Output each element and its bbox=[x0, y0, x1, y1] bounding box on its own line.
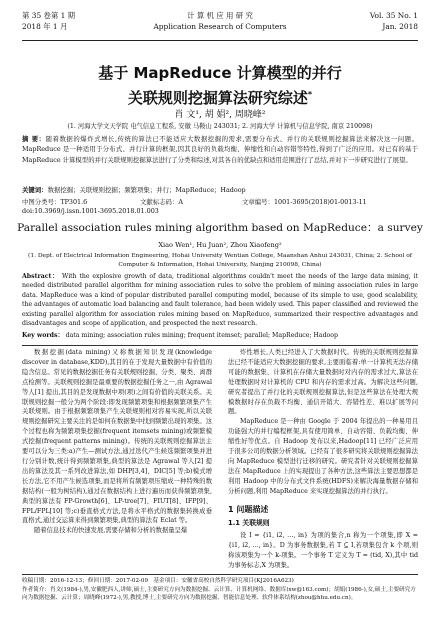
header-date-en: Jan. 2018 bbox=[382, 22, 418, 31]
subsection-heading: 1.1 关联规则 bbox=[228, 518, 270, 527]
body-paragraph: MapReduce 是一种由 Google 于 2004 年提出的一种易用且功能强大的并行编程框架,具有使用简单、自动容错、负载均衡、伸缩性好等优点。自 Hadoop 发布以来,Hadoop[11] 已经广泛应用于很多公司的数据分析领域。已经有了很多研究将关联规则挖掘算法向 MapReduce 模型进行迁移的研究。研究者针对关联规则挖掘算法在 MapReduce 上的实现提出了各种方法,这些算法主要思想都是利用 Hadoop 中的分布式文件系统(HDFS)来解决海量数据存储和分析问题,利用 MapReduce 来实现挖掘算法的并行执行。 bbox=[228, 418, 418, 495]
keywords-en-label: Key words： bbox=[22, 332, 64, 339]
keywords-en bbox=[22, 331, 418, 340]
title-zh bbox=[0, 62, 440, 109]
footnote-bio: 作者简介：肖文(1984-),男,安徽肥西人,讲师,硕士,主要研究方向为数据挖掘、云计算、计算机网络、数据库(xw@163.com)；胡娟(1986-),女,硕士,主要研究方向为数据挖掘、云计算；周晓峰(1972-),男,教授,博士,主要研究方向为数据挖掘、智能信息处理、软件体系结构(zhou@hhu.edu.cn)。 bbox=[22, 586, 416, 602]
doi: doi:10.3969/j.issn.1001-3695.2018.01.003 bbox=[22, 207, 159, 215]
keywords-en-text: data mining; association rules mining; frequent itemset; parallel; MapReduce; Hadoop bbox=[65, 332, 338, 339]
section-heading: 1 问题描述 bbox=[228, 504, 269, 514]
abstract-zh bbox=[22, 134, 418, 165]
keywords-zh-text: 数据挖掘；关联规则挖掘；频繁项集；并行；MapReduce；Hadoop bbox=[47, 186, 246, 194]
abstract-en-text: With the explosive growth of data, traditional algorithms couldn't meet the needs of the large data mining, it needed distributed parallel algorithm for mining association rules to solve the problem of mining association rules in large data. MapReduce was a kind of popular distributed parallel computing model, because of its simple to use, good scalability, the advantages of automatic load balancing and fault tolerance, had been widely used. This paper classified and reviewed the existing parallel algorithm for association rules mining based on MapReduce, summarized their respective advantages and disadvantages and scope of application, and prospected the next research. bbox=[22, 273, 418, 328]
abstract-zh-text: 随着数据的爆炸式增长,传统的算法已不能适应大数据挖掘的需求,需要分布式、并行的关联规则挖掘算法来解决这一问题。MapReduce 是一种适用于分布式、并行计算的框架,因其良好的负载均衡、伸缩性和自动容错等特性,得到了广泛的应用。对已有的基于 MapReduce 计算模型的并行关联规则挖掘算法进行了分类和综述,对其各自的优缺点和适用范围进行了总结,并对下一步研究进行了展望。 bbox=[22, 135, 418, 164]
authors-zh: 肖 文¹, 胡 娟², 周晓峰² bbox=[174, 110, 266, 120]
footnotes bbox=[22, 574, 418, 603]
header-journal-zh: 计 算 机 应 用 研 究 bbox=[187, 11, 253, 20]
article-number: 文章编号：1001-3695(2018)01-0013-11 bbox=[242, 198, 367, 206]
document-code: 文献标志码：A bbox=[140, 198, 183, 206]
body-column-left bbox=[22, 348, 212, 536]
received-date: 收稿日期：2016-12-13；修回日期：2017-02-09 bbox=[22, 578, 149, 584]
fund-info: 基金项目：安徽省高校自然科学研究项目(KJ2016A623) bbox=[153, 578, 294, 584]
keywords-zh bbox=[22, 185, 418, 194]
header-volume-zh: 第 35 卷第 1 期 bbox=[22, 11, 76, 20]
body-paragraph: 炸性增长,人类已经进入了大数据时代。传统的关联规则挖掘算法已经不能适应大数据挖掘的要求,主要面临着:单一计算机无法存储可能的数据集、计算机在存储大量数据时对内存的需求过大,算法在处理数据时对计算机的 CPU 和内存的需求过高。为解决这些问题,研究者提出了并行化的关联规则挖掘算法,但是这些算法在处理大规模数据时存在负载不均衡、通信开销大、容错性差、难以扩展等问题。 bbox=[228, 349, 418, 416]
title-zh-line2-wrap bbox=[0, 84, 440, 109]
abstract-divider bbox=[22, 345, 418, 346]
abstract-en-label: Abstract： bbox=[22, 273, 60, 280]
body-paragraph: 设 I = {i1, i2, …, in} 为项的集合,n 称为一个项集,即 X = {i1, i2, …, in}。D 为事务数据集,若 T ⊆ I,若项集包含 k 个项,则称该项集为一个 k-项集。一个事务 T 定义为 T = (tid, X),其中 tid 为事务标志,X 为项集。 bbox=[228, 532, 418, 570]
abstract-en bbox=[22, 272, 418, 328]
authors-en: Xiao Wen¹, Hu Juan², Zhou Xiaofeng² bbox=[158, 241, 282, 249]
header-date-zh: 2018 年 1 月 bbox=[22, 22, 68, 31]
header-volume-en: Vol. 35 No. 1 bbox=[369, 11, 418, 20]
body-paragraph: 随着信息技术的快速发展,需要存储和分析的数据量呈爆 bbox=[34, 527, 188, 535]
body-column-right bbox=[228, 348, 418, 571]
title-zh-line1: 基于 MapReduce 计算模型的并行 bbox=[98, 64, 342, 82]
running-header bbox=[22, 8, 418, 41]
title-en: Parallel association rules mining algorithm based on MapReduce：a survey bbox=[17, 222, 423, 234]
keywords-zh-label: 关键词： bbox=[22, 186, 48, 194]
title-zh-line2: 关联规则挖掘算法研究综述 bbox=[127, 89, 308, 107]
title-footnote-mark: * bbox=[307, 90, 313, 99]
abstract-zh-label: 摘 要： bbox=[22, 135, 46, 143]
affiliation-zh: (1. 河海大学文天学院 电气信息工程系, 安徽 马鞍山 243031; 2. 河海大学 计算机与信息学院, 南京 210098) bbox=[67, 123, 373, 130]
affiliation-en: (1. Dept. of Electrical Information Engineering, Hohai University Wentian College, Maanshan Anhui 243031, China; 2. School of Computer & Information, Hohai University, Nanjing 210098, China) bbox=[28, 253, 412, 268]
body-paragraph: 数据挖掘(data mining)又称数据知识发现(knowledge discover in database,KDD),其目的在于发现大量数据中有价值的隐含信息。常见的数据挖掘任务有关联规则挖掘、分类、聚类、离群点检测等。关联规则挖掘是最重要的数据挖掘任务之一,由 Agrawal 等人[1] 提出,其目的是发现数据中项(项)之间有价值的关联关系。关联规则挖掘一般分为两个阶段:即发现频繁项集和根据频繁项集产生关联规则。由于根据频繁项集产生关联规则相对容易实现,所以关联规则挖掘研究主要关注的是如何在数据集中找到频繁出现的项集。这个过程也称为频繁项集挖掘(frequent itemsets mining)或频繁模式挖掘(frequent patterns mining)。传统的关联规则挖掘算法主要可以分为三类:a)产生—测试方法,通过迭代产生候选频繁项集并进行分别计数,统计得到频繁项集,典型的算法是 Agrawal 等人[2] 提出的算法及其一系列改进算法,如 DHP[3,4]、DIC[5] 等;b)模式增长方法,它不用产生候选项集,而是将所有频繁项压缩成一种特殊的数据结构(一般为树结构),通过在数据结构上进行遍历而获得频繁项集,典型的算法有 FP-Growth[6]、LP-tree[7]、FIUT[8]、IFP[9]、FPL/FPL[10] 等;c)垂直格式方法,是将水平格式的数据集转换成垂直格式,通过交运算来得到频繁项集,典型的算法有 Eclat 等。 bbox=[22, 349, 212, 525]
clc-number: 中图分类号：TP301.6 bbox=[22, 198, 88, 206]
header-journal-en: Application Research of Computers bbox=[153, 22, 287, 31]
footnote-received bbox=[22, 577, 418, 586]
